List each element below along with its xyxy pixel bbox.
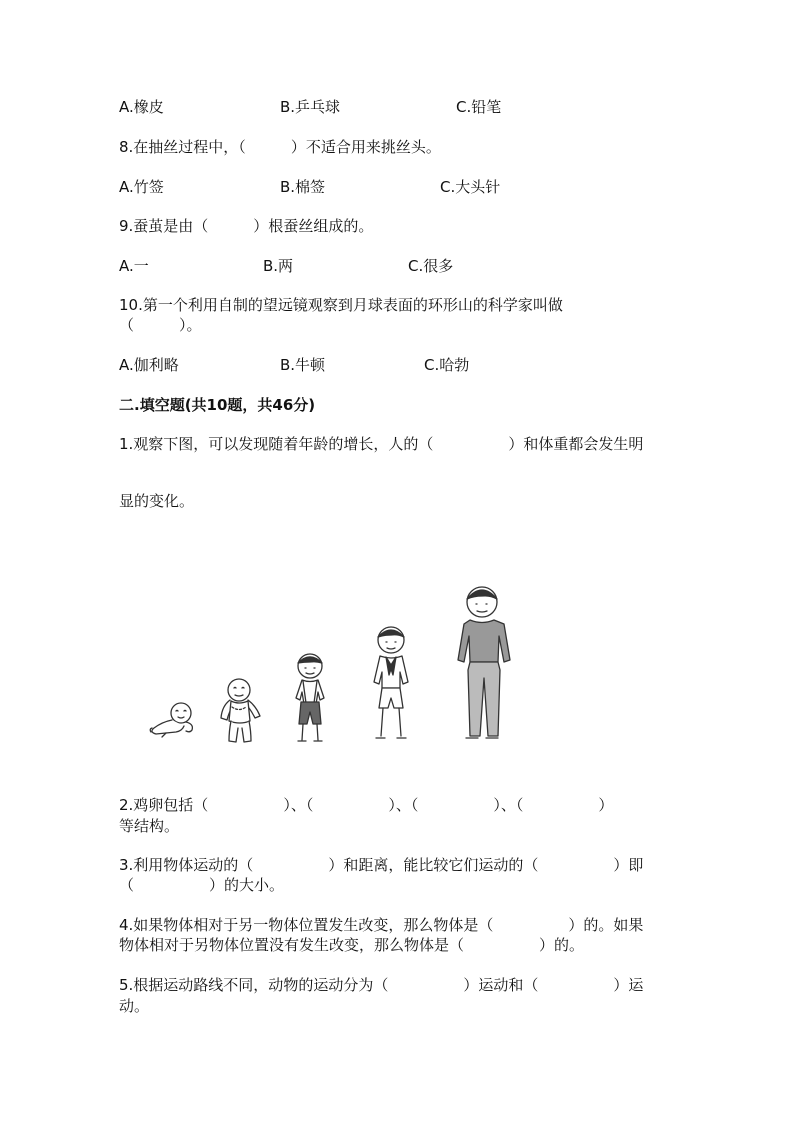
f1-line2: 显的变化。 <box>119 492 195 510</box>
q7-option-c: C.铅笔 <box>456 98 502 116</box>
f2-line1: 2.鸡卵包括（ ）、（ ）、（ ）、（ ） <box>119 796 614 814</box>
q10-stem-line2: （ ）。 <box>119 316 202 334</box>
adult-figure <box>458 587 510 738</box>
q8-option-c: C.大头针 <box>440 178 501 196</box>
q10-stem-line1: 10.第一个利用自制的望远镜观察到月球表面的环形山的科学家叫做 <box>119 296 563 314</box>
section-heading: 二.填空题(共10题，共46分) <box>119 396 316 414</box>
f5-line2: 动。 <box>119 997 150 1015</box>
q8-stem: 8.在抽丝过程中，（ ）不适合用来挑丝头。 <box>119 138 441 156</box>
schoolboy-figure <box>374 627 408 738</box>
q8-option-a: A.竹签 <box>119 178 164 196</box>
q9-option-a: A.一 <box>119 257 149 275</box>
q10-option-a: A.伽利略 <box>119 356 179 374</box>
q9-option-c: C.很多 <box>408 257 454 275</box>
f2-line2: 等结构。 <box>119 817 180 835</box>
toddler-figure <box>221 679 260 742</box>
infant-figure <box>150 703 192 737</box>
f1-line1: 1.观察下图，可以发现随着年龄的增长，人的（ ）和体重都会发生明 <box>119 435 644 453</box>
q8-option-b: B.棉签 <box>280 178 326 196</box>
q9-stem: 9.蚕茧是由（ ）根蚕丝组成的。 <box>119 217 374 235</box>
f3-line1: 3.利用物体运动的（ ）和距离，能比较它们运动的（ ）即 <box>119 856 644 874</box>
f5-line1: 5.根据运动路线不同，动物的运动分为（ ）运动和（ ）运 <box>119 976 644 994</box>
f4-line1: 4.如果物体相对于另一物体位置发生改变，那么物体是（ ）的。如果 <box>119 916 644 934</box>
q10-option-c: C.哈勃 <box>424 356 470 374</box>
q9-option-b: B.两 <box>263 257 294 275</box>
q7-option-a: A.橡皮 <box>119 98 164 116</box>
f3-line2: （ ）的大小。 <box>119 876 285 894</box>
f4-line2: 物体相对于另物体位置没有发生改变，那么物体是（ ）的。 <box>119 936 585 954</box>
q10-option-b: B.牛顿 <box>280 356 326 374</box>
q7-option-b: B.乒乓球 <box>280 98 341 116</box>
child-figure <box>296 654 324 741</box>
